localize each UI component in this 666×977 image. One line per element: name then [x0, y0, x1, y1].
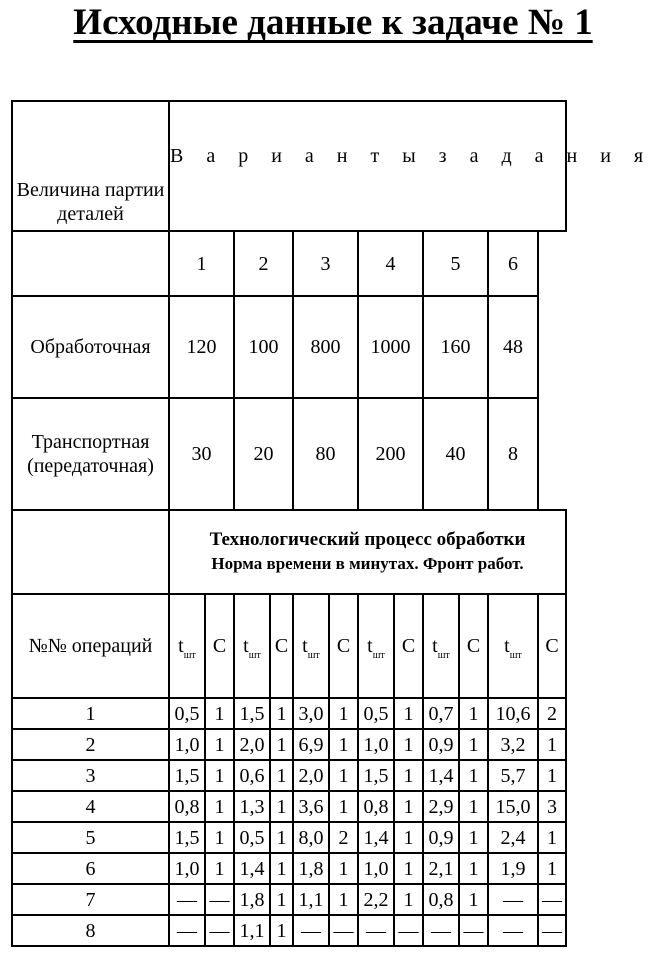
process-header-row	[12, 510, 566, 594]
work-front-cell: 1	[459, 853, 488, 884]
time-norm-cell: 1,5	[234, 698, 270, 729]
operation-number: 5	[12, 822, 169, 853]
time-norm-cell: 1,1	[234, 915, 270, 946]
row-label: Транспортная (передаточная)	[12, 398, 169, 510]
variant-numbers-row	[12, 231, 566, 296]
batch-value: 30	[169, 398, 234, 510]
col-t-header: $t_{шт}$	[488, 594, 538, 698]
header-row	[12, 101, 566, 231]
ops-label: №№ операций	[12, 594, 169, 698]
time-norm-cell: 1,8	[293, 853, 329, 884]
col-c-header: С	[329, 594, 358, 698]
work-front-cell: 1	[459, 698, 488, 729]
batch-value: 80	[293, 398, 358, 510]
time-norm-cell: 1,1	[293, 884, 329, 915]
work-front-cell: 1	[270, 884, 293, 915]
time-norm-cell: 1,3	[234, 791, 270, 822]
col-c-header: С	[459, 594, 488, 698]
batch-value: 160	[423, 296, 488, 398]
time-norm-cell: 0,8	[423, 884, 459, 915]
operation-number: 6	[12, 853, 169, 884]
operation-number: 7	[12, 884, 169, 915]
col-c-header: С	[394, 594, 423, 698]
work-front-cell: 1	[205, 853, 234, 884]
work-front-cell: 1	[459, 822, 488, 853]
work-front-cell: 1	[205, 760, 234, 791]
time-norm-cell: 2,1	[423, 853, 459, 884]
time-norm-cell: 1,9	[488, 853, 538, 884]
work-front-cell: 2	[538, 698, 566, 729]
col-t-header: $t_{шт}$	[358, 594, 394, 698]
work-front-cell: 1	[459, 884, 488, 915]
work-front-cell: —	[394, 915, 423, 946]
work-front-cell: —	[205, 915, 234, 946]
operation-row	[12, 853, 566, 884]
time-norm-cell: 0,5	[169, 698, 205, 729]
time-norm-cell: 1,5	[358, 760, 394, 791]
time-norm-cell: —	[169, 884, 205, 915]
col-t-header: $t_{шт}$	[234, 594, 270, 698]
work-front-cell: 1	[329, 760, 358, 791]
work-front-cell: 1	[394, 884, 423, 915]
col-c-header: С	[538, 594, 566, 698]
time-norm-cell: 8,0	[293, 822, 329, 853]
time-norm-cell: 0,9	[423, 729, 459, 760]
batch-value: 20	[234, 398, 293, 510]
work-front-cell: 1	[459, 791, 488, 822]
work-front-cell: 1	[329, 698, 358, 729]
time-norm-cell: 1,5	[169, 760, 205, 791]
operation-row	[12, 822, 566, 853]
batch-value: 120	[169, 296, 234, 398]
operation-row	[12, 884, 566, 915]
time-norm-cell: 1,0	[169, 729, 205, 760]
time-norm-cell: 1,4	[358, 822, 394, 853]
work-front-cell: 1	[538, 760, 566, 791]
process-title: Технологический процесс обработки	[209, 529, 526, 550]
time-norm-cell: —	[488, 884, 538, 915]
work-front-cell: 1	[270, 915, 293, 946]
work-front-cell: —	[459, 915, 488, 946]
work-front-cell: 1	[205, 791, 234, 822]
batch-value: 48	[488, 296, 538, 398]
data-table	[11, 100, 653, 947]
batch-value: 8	[488, 398, 538, 510]
transport-batch-row	[12, 398, 566, 510]
time-norm-cell: 2,4	[488, 822, 538, 853]
work-front-cell: 1	[329, 729, 358, 760]
time-norm-cell: —	[169, 915, 205, 946]
time-norm-cell: 1,4	[423, 760, 459, 791]
time-norm-cell: 2,0	[234, 729, 270, 760]
time-norm-cell: 6,9	[293, 729, 329, 760]
time-norm-cell: —	[293, 915, 329, 946]
work-front-cell: 1	[538, 853, 566, 884]
batch-value: 800	[293, 296, 358, 398]
operation-row	[12, 729, 566, 760]
time-norm-cell: 2,9	[423, 791, 459, 822]
col-c-header: С	[205, 594, 234, 698]
variant-number: 6	[488, 231, 538, 296]
time-norm-cell: 1,5	[169, 822, 205, 853]
work-front-cell: —	[538, 915, 566, 946]
time-norm-cell: 2,0	[293, 760, 329, 791]
col-t-header: $t_{шт}$	[423, 594, 459, 698]
operation-number: 8	[12, 915, 169, 946]
time-norm-cell: —	[423, 915, 459, 946]
work-front-cell: 1	[270, 729, 293, 760]
time-norm-cell: 0,7	[423, 698, 459, 729]
operation-number: 4	[12, 791, 169, 822]
variant-number: 5	[423, 231, 488, 296]
time-norm-cell: 3,0	[293, 698, 329, 729]
work-front-cell: 1	[205, 698, 234, 729]
page-title: Исходные данные к задаче № 1	[73, 2, 593, 43]
work-front-cell: 1	[270, 822, 293, 853]
variant-number: 1	[169, 231, 234, 296]
process-description	[169, 510, 566, 594]
work-front-cell: 2	[329, 822, 358, 853]
operation-row	[12, 791, 566, 822]
time-norm-cell: 0,5	[358, 698, 394, 729]
row-label: Обработочная	[12, 296, 169, 398]
work-front-cell: 1	[394, 822, 423, 853]
operation-number: 3	[12, 760, 169, 791]
time-norm-cell: —	[358, 915, 394, 946]
work-front-cell: 1	[394, 791, 423, 822]
time-norm-cell: 15,0	[488, 791, 538, 822]
work-front-cell: 1	[205, 822, 234, 853]
operation-row	[12, 760, 566, 791]
time-norm-cell: 0,5	[234, 822, 270, 853]
time-norm-cell: 1,0	[358, 729, 394, 760]
work-front-cell: 1	[270, 853, 293, 884]
variant-number: 2	[234, 231, 293, 296]
work-front-cell: 1	[394, 760, 423, 791]
batch-value: 1000	[358, 296, 423, 398]
ops-header-row	[12, 594, 566, 698]
processing-batch-row	[12, 296, 566, 398]
work-front-cell: 1	[459, 760, 488, 791]
time-norm-cell: 5,7	[488, 760, 538, 791]
work-front-cell: 1	[394, 853, 423, 884]
work-front-cell: 1	[270, 760, 293, 791]
work-front-cell: —	[205, 884, 234, 915]
work-front-cell: 1	[205, 729, 234, 760]
table-body	[12, 101, 653, 946]
work-front-cell: —	[538, 884, 566, 915]
time-norm-cell: 0,8	[358, 791, 394, 822]
operation-number: 1	[12, 698, 169, 729]
work-front-cell: 1	[329, 853, 358, 884]
work-front-cell: 1	[329, 791, 358, 822]
col-t-header: $t_{шт}$	[293, 594, 329, 698]
time-norm-cell: 0,6	[234, 760, 270, 791]
time-norm-cell: 1,0	[358, 853, 394, 884]
variant-number: 4	[358, 231, 423, 296]
work-front-cell: 1	[538, 729, 566, 760]
variants-header: В а р и а н т ы з а д а н и я	[169, 101, 566, 231]
batch-size-label: Величина партии деталей	[12, 101, 169, 231]
time-norm-cell: 1,0	[169, 853, 205, 884]
batch-value: 100	[234, 296, 293, 398]
time-norm-cell: 10,6	[488, 698, 538, 729]
work-front-cell: 1	[538, 822, 566, 853]
time-norm-cell: 3,6	[293, 791, 329, 822]
variant-number: 3	[293, 231, 358, 296]
operation-row	[12, 698, 566, 729]
operation-row	[12, 915, 566, 946]
col-c-header: С	[270, 594, 293, 698]
work-front-cell: —	[329, 915, 358, 946]
work-front-cell: 1	[394, 729, 423, 760]
work-front-cell: 3	[538, 791, 566, 822]
work-front-cell: 1	[459, 729, 488, 760]
time-norm-cell: 0,8	[169, 791, 205, 822]
col-t-header: $t_{шт}$	[169, 594, 205, 698]
time-norm-cell: 0,9	[423, 822, 459, 853]
batch-value: 40	[423, 398, 488, 510]
work-front-cell: 1	[394, 698, 423, 729]
work-front-cell: 1	[270, 791, 293, 822]
empty-cell	[12, 231, 169, 296]
time-norm-cell: 2,2	[358, 884, 394, 915]
work-front-cell: 1	[270, 698, 293, 729]
operation-number: 2	[12, 729, 169, 760]
time-norm-cell: 3,2	[488, 729, 538, 760]
process-subtitle: Норма времени в минутах. Фронт работ.	[211, 554, 524, 573]
work-front-cell: 1	[329, 884, 358, 915]
time-norm-cell: 1,4	[234, 853, 270, 884]
time-norm-cell: 1,8	[234, 884, 270, 915]
batch-value: 200	[358, 398, 423, 510]
time-norm-cell: —	[488, 915, 538, 946]
empty-cell	[12, 510, 169, 594]
